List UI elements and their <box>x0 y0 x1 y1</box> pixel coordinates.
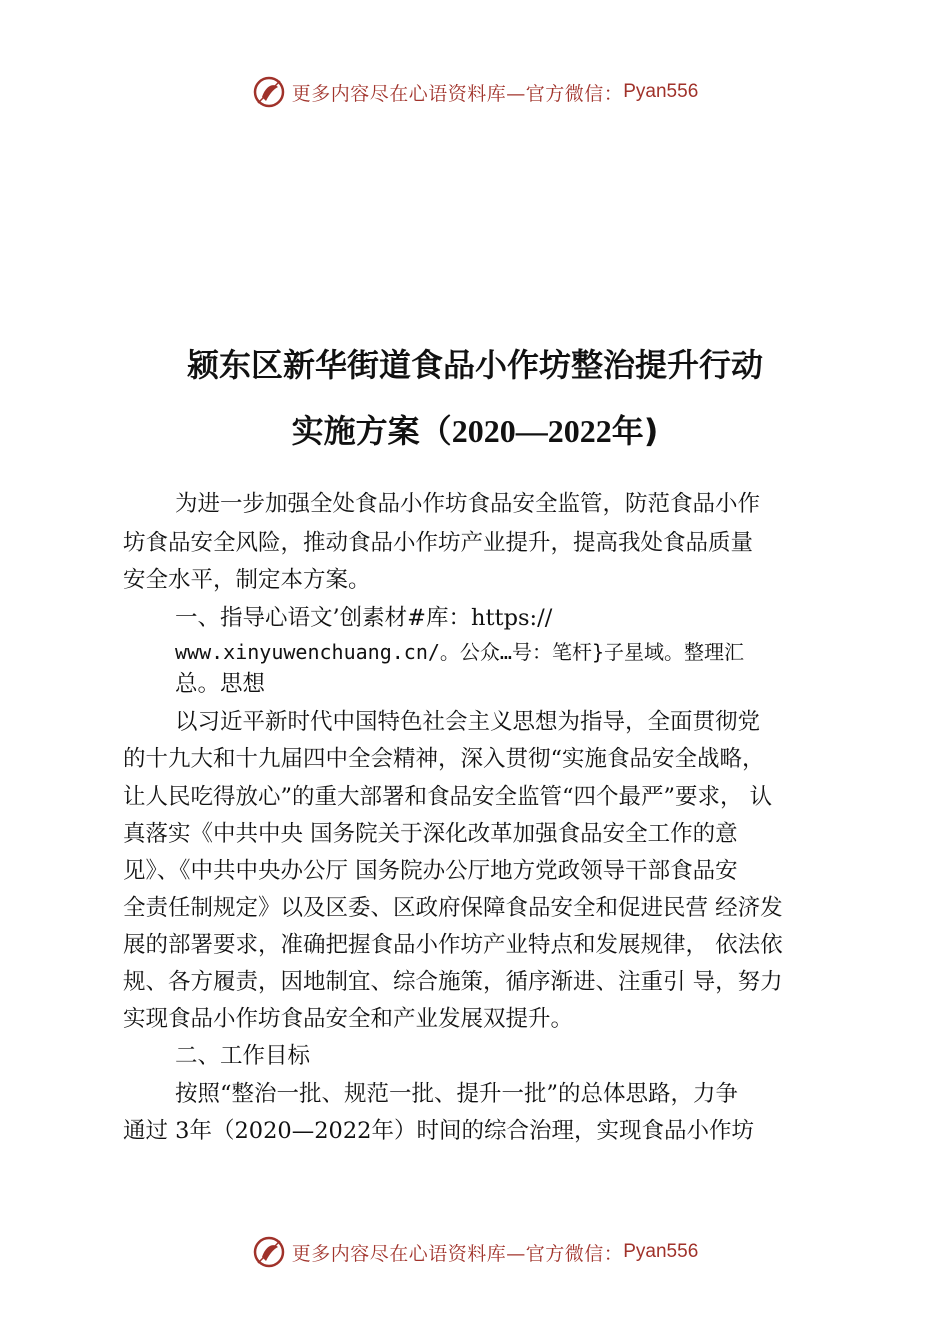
header-watermark <box>0 72 950 112</box>
para-1-line-3: 让人民吃得放心”的重大部署和食品安全监管“四个最严”要求， 认 <box>123 784 773 810</box>
title-suffix: 年) <box>611 412 659 450</box>
intro-line-2: 坊食品安全风险，推动食品小作坊产业提升，提高我处食品质量 <box>123 530 754 556</box>
brand-logo-icon <box>252 1235 286 1269</box>
footer-watermark <box>0 1232 950 1272</box>
para-1-line-1: 以习近平新时代中国特色社会主义思想为指导，全面贯彻党 <box>175 709 761 735</box>
section-1-heading: 一、指导心语文’创素材#库：https:// <box>175 605 553 631</box>
intro-line-1: 为进一步加强全处食品小作坊食品安全监管，防范食品小作 <box>175 491 761 517</box>
section-1-url-text: www.xinyuwenchuang.cn/。公众…号：笔杆}子星域。整理汇 <box>175 640 744 664</box>
title-years: 2020—2022 <box>451 413 612 449</box>
title-prefix: 实施方案（ <box>291 412 452 450</box>
para-1-line-7: 展的部署要求，准确把握食品小作坊产业特点和发展规律， 依法依 <box>123 932 783 958</box>
para-2-line-2: 通过 3年（2020—2022年）时间的综合治理，实现食品小作坊 <box>123 1118 754 1144</box>
section-1-tail: 总。思想 <box>175 671 266 697</box>
document-title-line-2 <box>0 406 950 452</box>
document-title-line-1: 颍东区新华街道食品小作坊整治提升行动 <box>186 346 763 384</box>
section-2-heading: 二、工作目标 <box>175 1043 311 1069</box>
brand-logo-icon <box>252 75 286 109</box>
watermark-text: 更多内容尽在心语资料库—官方微信： <box>291 82 624 105</box>
para-1-line-4: 真落实《中共中央 国务院关于深化改革加强食品安全工作的意 <box>123 821 738 847</box>
para-1-line-5: 见》、《中共中央办公厅 国务院办公厅地方党政领导干部食品安 <box>123 858 738 884</box>
para-2-line-1: 按照“整治一批、规范一批、提升一批”的总体思路，力争 <box>175 1081 739 1107</box>
intro-line-3: 安全水平，制定本方案。 <box>123 567 371 593</box>
para-1-line-6: 全责任制规定》以及区委、区政府保障食品安全和促进民营 经济发 <box>123 895 783 921</box>
section-1-url-line <box>175 641 744 664</box>
watermark-wechat-id: Pyan556 <box>623 81 699 102</box>
watermark-text: 更多内容尽在心语资料库—官方微信： <box>291 1242 624 1265</box>
para-1-line-8: 规、各方履责，因地制宜、综合施策，循序渐进、注重引 导，努力 <box>123 969 783 995</box>
watermark-wechat-id: Pyan556 <box>623 1241 699 1262</box>
para-1-line-2: 的十九大和十九届四中全会精神，深入贯彻“实施食品安全战略， <box>123 746 765 772</box>
para-1-line-9: 实现食品小作坊食品安全和产业发展双提升。 <box>123 1006 574 1032</box>
